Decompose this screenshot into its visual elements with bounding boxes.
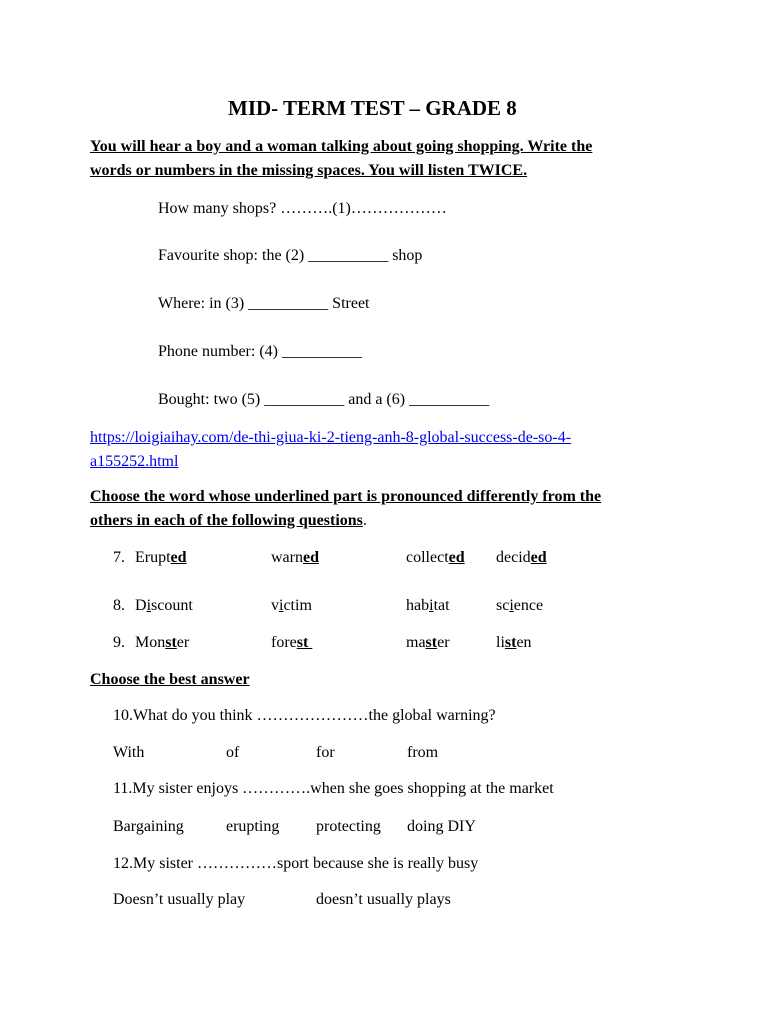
question-11-option-c: protecting bbox=[316, 818, 381, 835]
question-9-number: 9. bbox=[113, 634, 125, 651]
listening-instruction-line1: You will hear a boy and a woman talking about going shopping. Write the bbox=[90, 138, 593, 155]
question-12-stem: 12.My sister ……………sport because she is really busy bbox=[113, 855, 479, 872]
question-11-option-d: doing DIY bbox=[407, 818, 476, 835]
pronunciation-instruction-period: . bbox=[362, 512, 367, 529]
question-9-option-a: Monster bbox=[135, 634, 190, 651]
question-10-option-c: for bbox=[316, 744, 335, 761]
listening-instruction-line2: words or numbers in the missing spaces. You will listen TWICE. bbox=[90, 162, 528, 179]
question-8-option-d: science bbox=[496, 597, 544, 614]
question-10-option-d: from bbox=[407, 744, 439, 761]
question-8-option-a: Discount bbox=[135, 597, 193, 614]
listening-item-bought: Bought: two (5) __________ and a (6) __________ bbox=[158, 391, 490, 408]
question-9-option-b: forest bbox=[271, 634, 313, 651]
question-9-option-d: listen bbox=[496, 634, 532, 651]
pronunciation-instruction-line2 bbox=[90, 511, 367, 531]
question-7-option-c: collected bbox=[406, 549, 465, 566]
source-link-line2[interactable]: a155252.html bbox=[90, 453, 179, 470]
question-11-option-a: Bargaining bbox=[113, 818, 184, 835]
question-7-number: 7. bbox=[113, 549, 125, 566]
question-8-option-c: habitat bbox=[406, 597, 450, 614]
question-9-option-c: master bbox=[406, 634, 450, 651]
pronunciation-instruction-text: others in each of the following questions bbox=[90, 512, 363, 529]
listening-item-shops: How many shops? ……….(1)……………… bbox=[158, 200, 447, 217]
question-7-option-d: decided bbox=[496, 549, 547, 566]
listening-item-phone: Phone number: (4) __________ bbox=[158, 343, 362, 360]
page-title: MID- TERM TEST – GRADE 8 bbox=[228, 96, 517, 120]
question-7-option-a: Erupted bbox=[135, 549, 187, 566]
question-10-stem: 10.What do you think …………………the global warning? bbox=[113, 707, 496, 724]
question-11-option-b: erupting bbox=[226, 818, 280, 835]
listening-item-favourite-shop: Favourite shop: the (2) __________ shop bbox=[158, 247, 423, 264]
best-answer-heading: Choose the best answer bbox=[90, 671, 250, 688]
question-11-stem: 11.My sister enjoys ………….when she goes shopping at the market bbox=[113, 780, 554, 797]
question-8-option-b: victim bbox=[271, 597, 312, 614]
question-12-option-b: doesn’t usually plays bbox=[316, 891, 451, 908]
question-12-option-a: Doesn’t usually play bbox=[113, 891, 246, 908]
listening-item-where: Where: in (3) __________ Street bbox=[158, 295, 370, 312]
pronunciation-instruction-line1: Choose the word whose underlined part is pronounced differently from the bbox=[90, 488, 602, 505]
question-10-option-a: With bbox=[113, 744, 145, 761]
question-10-option-b: of bbox=[226, 744, 240, 761]
source-link-line1[interactable]: https://loigiaihay.com/de-thi-giua-ki-2-tieng-anh-8-global-success-de-so-4- bbox=[90, 429, 572, 446]
question-7-option-b: warned bbox=[271, 549, 319, 566]
question-8-number: 8. bbox=[113, 597, 125, 614]
